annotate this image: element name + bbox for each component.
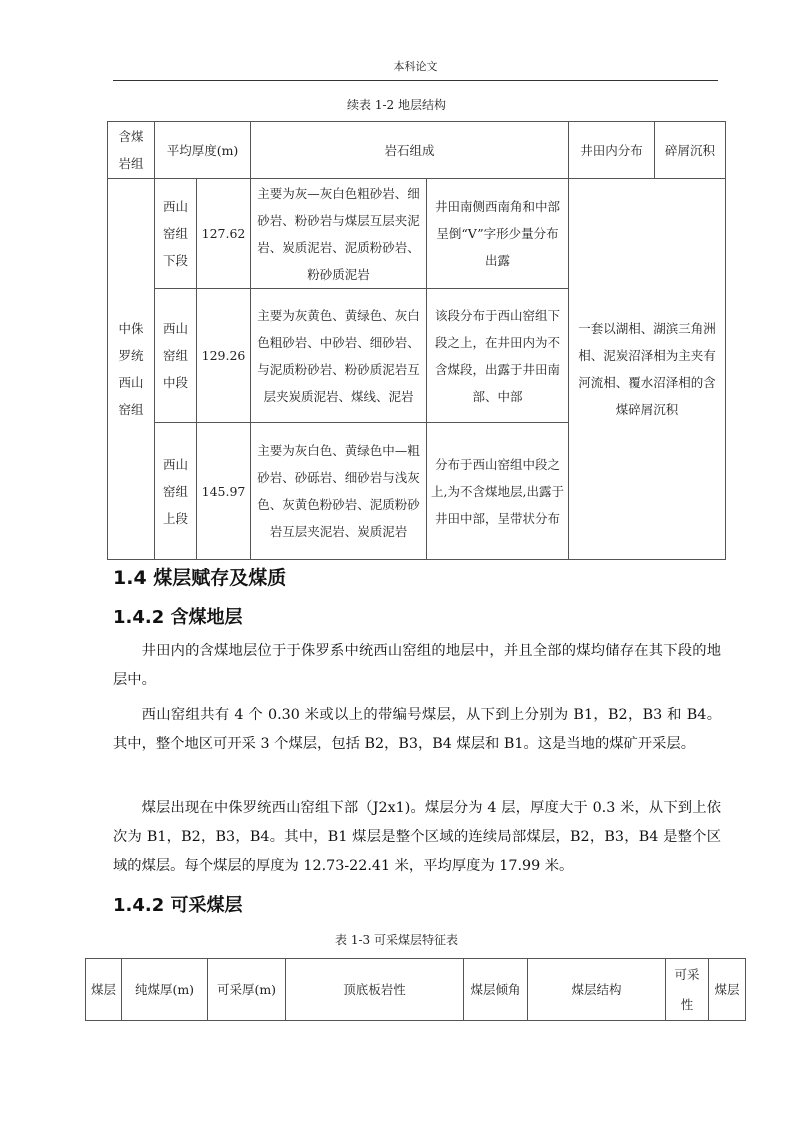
running-header: 本科论文 (393, 60, 438, 73)
strata-table (107, 121, 726, 560)
header-thickness: 平均厚度(m) (155, 122, 251, 179)
header-distribution: 井田内分布 (569, 122, 655, 179)
header-rule (113, 80, 718, 81)
header-group: 含煤岩组 (108, 122, 155, 179)
rock-cell: 主要为灰—灰白色粗砂岩、细砂岩、粉砂岩与煤层互层夹泥岩、炭质泥岩、泥质粉砂岩、粉砂质泥岩 (251, 179, 427, 289)
header-clastic: 碎屑沉积 (655, 122, 726, 179)
header-mineability: 可采性 (666, 959, 709, 1021)
rock-cell: 主要为灰白色、黄绿色中—粗砂岩、砂砾岩、细砂岩与浅灰色、灰黄色粉砂岩、泥质粉砂岩互层夹泥岩、炭质泥岩 (251, 423, 427, 560)
table-1-3-caption: 表 1-3 可采煤层特征表 (335, 933, 458, 947)
section-1-4-2-mineable-seams-heading: 1.4.2 可采煤层 (113, 895, 243, 916)
header-dip: 煤层倾角 (464, 959, 528, 1021)
body-paragraph: 井田内的含煤地层位于于侏罗系中统西山窑组的地层中，并且全部的煤均储存在其下段的地层中。 (113, 643, 721, 688)
strata-row-lower (108, 179, 726, 289)
segment-cell: 西山窑组下段 (155, 179, 197, 289)
body-paragraph: 煤层出现在中侏罗统西山窑组下部（J2x1)。煤层分为 4 层，厚度大于 0.3 米，从下到上依次为 B1，B2，B3，B4。其中，B1 煤层是整个区域的连续局部煤层，B2，B3，B4 是整个区域的煤层。每个煤层的厚度为 12.73-22.41 米，平均厚度为 17.99 米。 (113, 800, 721, 874)
thickness-cell: 129.26 (197, 289, 251, 423)
thickness-cell: 127.62 (197, 179, 251, 289)
distribution-cell: 井田南侧西南角和中部呈倒“V”字形少量分布出露 (427, 179, 569, 289)
header-pure-thickness: 纯煤厚(m) (122, 959, 208, 1021)
section-1-4-heading: 1.4 煤层赋存及煤质 (113, 567, 287, 589)
clastic-cell: 一套以湖相、湖滨三角洲相、泥炭沼泽相为主夹有河流相、覆水沼泽相的含煤碎屑沉积 (569, 179, 726, 560)
segment-cell: 西山窑组上段 (155, 423, 197, 560)
rock-cell: 主要为灰黄色、黄绿色、灰白色粗砂岩、中砂岩、细砂岩、与泥质粉砂岩、粉砂质泥岩互层夹炭质泥岩、煤线、泥岩 (251, 289, 427, 423)
header-structure: 煤层结构 (528, 959, 666, 1021)
group-name-cell: 中侏罗统西山窑组 (108, 179, 155, 560)
distribution-cell: 分布于西山窑组中段之上,为不含煤地层,出露于井田中部，呈带状分布 (427, 423, 569, 560)
header-roof-floor: 顶底板岩性 (286, 959, 464, 1021)
seam-header-row (86, 959, 746, 1021)
body-paragraph: 西山窑组共有 4 个 0.30 米或以上的带编号煤层，从下到上分别为 B1，B2，B3 和 B4。其中，整个地区可开采 3 个煤层，包括 B2，B3，B4 煤层和 B1。这是当地的煤矿开采层。 (113, 707, 721, 752)
header-mineable-thickness: 可采厚(m) (208, 959, 286, 1021)
distribution-cell: 该段分布于西山窑组下段之上，在井田内为不含煤段，出露于井田南部、中部 (427, 289, 569, 423)
section-1-4-2-coal-strata-heading: 1.4.2 含煤地层 (113, 607, 243, 628)
header-seam: 煤层 (86, 959, 122, 1021)
strata-header-row (108, 122, 726, 179)
header-seam-2: 煤层 (709, 959, 746, 1021)
thickness-cell: 145.97 (197, 423, 251, 560)
table-1-2-caption: 续表 1-2 地层结构 (347, 98, 446, 112)
seam-table (85, 958, 746, 1021)
header-rock: 岩石组成 (251, 122, 569, 179)
segment-cell: 西山窑组中段 (155, 289, 197, 423)
